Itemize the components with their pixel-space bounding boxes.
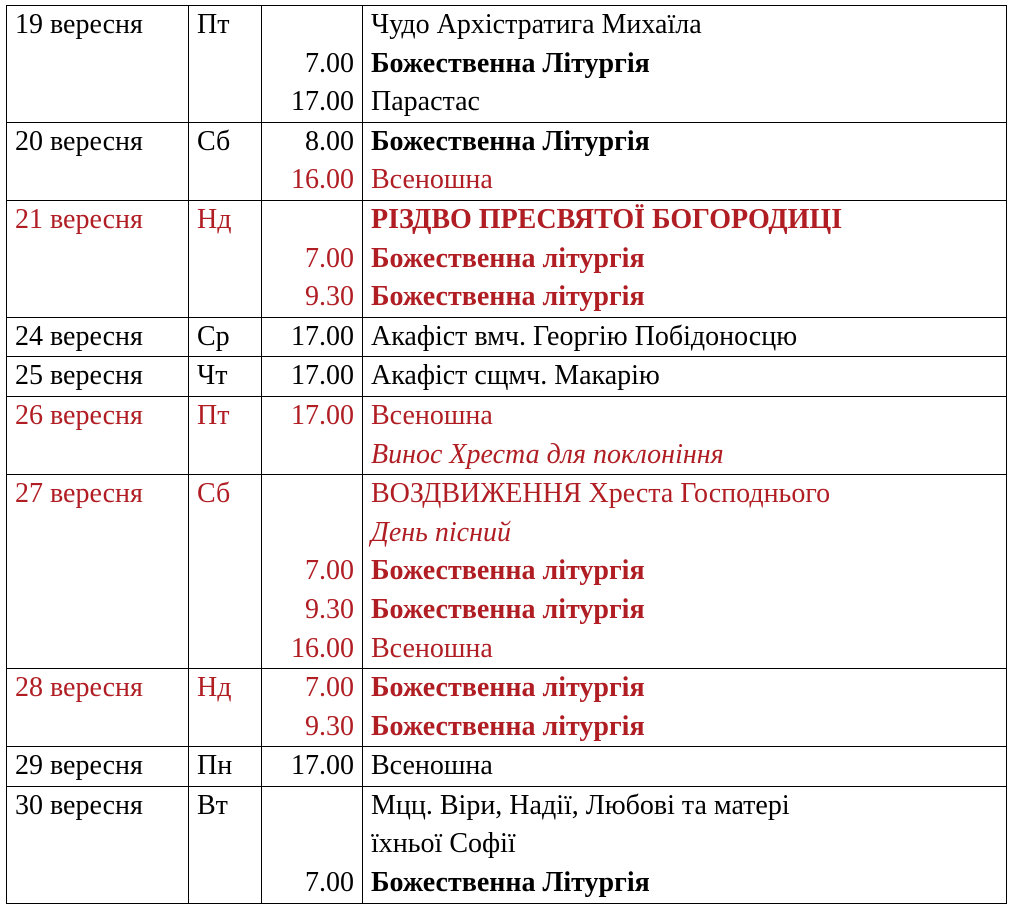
date-cell (7, 6, 189, 123)
weekday-cell (189, 6, 262, 123)
service-time (270, 201, 354, 240)
service-time: 17.00 (291, 399, 354, 431)
date-cell (7, 475, 189, 669)
weekday-label: Пт (197, 399, 230, 431)
service-cell (363, 475, 1007, 669)
service-cell (363, 200, 1007, 317)
date-cell (7, 357, 189, 397)
weekday-cell (189, 122, 262, 200)
weekday-label: Вт (197, 789, 228, 821)
time-cell (262, 669, 363, 747)
date-cell (7, 396, 189, 474)
date-cell (7, 786, 189, 903)
service-name: Божественна Літургія (371, 125, 650, 157)
time-cell (262, 475, 363, 669)
date-label: 19 вересня (15, 9, 143, 40)
date-cell (7, 200, 189, 317)
weekday-cell (189, 317, 262, 357)
service-name: Акафіст сщмч. Макарію (371, 360, 660, 392)
service-time (270, 6, 354, 45)
weekday-cell (189, 669, 262, 747)
service-time: 7.00 (305, 672, 354, 704)
date-label: 24 вересня (15, 320, 143, 352)
service-name: Божественна літургія (371, 242, 645, 274)
service-cell (363, 357, 1007, 397)
schedule-body (7, 6, 1007, 904)
service-name: Божественна Літургія (371, 47, 650, 79)
service-name: Божественна літургія (371, 672, 645, 704)
weekday-cell (189, 747, 262, 787)
date-label: 28 вересня (15, 672, 143, 704)
schedule-row (7, 396, 1007, 474)
date-label: 25 вересня (15, 360, 143, 392)
service-time: 9.30 (305, 281, 354, 313)
weekday-label: Нд (197, 203, 232, 235)
service-cell (363, 669, 1007, 747)
time-cell (262, 357, 363, 397)
service-time: 16.00 (291, 632, 354, 664)
service-name: РІЗДВО ПРЕСВЯТОЇ БОГОРОДИЦІ (371, 203, 843, 235)
time-cell (262, 122, 363, 200)
time-cell (262, 6, 363, 123)
schedule-row (7, 317, 1007, 357)
time-cell (262, 200, 363, 317)
service-name: Чудо Архістратига Михаїла (371, 9, 702, 40)
date-cell (7, 747, 189, 787)
time-cell (262, 747, 363, 787)
date-cell (7, 122, 189, 200)
schedule-row (7, 786, 1007, 903)
service-cell (363, 786, 1007, 903)
service-time: 9.30 (305, 593, 354, 625)
weekday-cell (189, 200, 262, 317)
weekday-label: Пт (197, 9, 230, 40)
service-cell (363, 6, 1007, 123)
service-time: 17.00 (291, 320, 354, 352)
service-name: Всеношна (371, 750, 493, 782)
weekday-cell (189, 357, 262, 397)
service-name: Божественна Літургія (371, 867, 650, 899)
date-label: 30 вересня (15, 789, 143, 821)
date-cell (7, 317, 189, 357)
date-label: 27 вересня (15, 478, 143, 510)
service-cell (363, 122, 1007, 200)
weekday-cell (189, 786, 262, 903)
schedule-row (7, 122, 1007, 200)
weekday-cell (189, 475, 262, 669)
service-name: їхньої Софії (371, 828, 516, 860)
service-cell (363, 317, 1007, 357)
service-name: Божественна літургія (371, 593, 645, 625)
schedule-table (6, 5, 1007, 904)
service-name: Божественна літургія (371, 555, 645, 587)
schedule-row (7, 357, 1007, 397)
service-name: Мцц. Віри, Надії, Любові та матері (371, 789, 790, 821)
service-name: ВОЗДВИЖЕННЯ Хреста Господнього (371, 478, 831, 510)
service-name: День пісний (371, 516, 511, 548)
service-name: Божественна літургія (371, 281, 645, 313)
service-time: 7.00 (305, 867, 354, 899)
service-name: Парастас (371, 86, 480, 118)
date-cell (7, 669, 189, 747)
service-name: Винос Хреста для поклоніння (371, 438, 724, 470)
service-time: 7.00 (305, 555, 354, 587)
schedule-row (7, 669, 1007, 747)
service-time (270, 514, 354, 553)
service-time: 17.00 (291, 86, 354, 118)
service-time: 17.00 (291, 750, 354, 782)
weekday-label: Пн (197, 750, 233, 782)
weekday-cell (189, 396, 262, 474)
weekday-label: Нд (197, 672, 232, 704)
schedule-row (7, 475, 1007, 669)
service-time (270, 436, 354, 475)
weekday-label: Чт (197, 360, 228, 392)
service-time: 8.00 (305, 125, 354, 157)
date-label: 21 вересня (15, 203, 143, 235)
time-cell (262, 396, 363, 474)
weekday-label: Сб (197, 478, 231, 510)
service-time: 7.00 (305, 242, 354, 274)
service-name: Всеношна (371, 632, 493, 664)
service-time: 16.00 (291, 164, 354, 196)
date-label: 20 вересня (15, 125, 143, 157)
time-cell (262, 317, 363, 357)
service-time (270, 475, 354, 514)
weekday-label: Ср (197, 320, 230, 352)
service-name: Божественна літургія (371, 710, 645, 742)
service-time (270, 825, 354, 864)
service-name: Всеношна (371, 164, 493, 196)
schedule-row (7, 6, 1007, 123)
weekday-label: Сб (197, 125, 231, 157)
service-name: Всеношна (371, 399, 493, 431)
service-cell (363, 396, 1007, 474)
date-label: 29 вересня (15, 750, 143, 782)
schedule-row (7, 200, 1007, 317)
schedule-row (7, 747, 1007, 787)
time-cell (262, 786, 363, 903)
service-time (270, 787, 354, 826)
service-time: 17.00 (291, 360, 354, 392)
date-label: 26 вересня (15, 399, 143, 431)
service-cell (363, 747, 1007, 787)
service-time: 9.30 (305, 710, 354, 742)
service-name: Акафіст вмч. Георгію Побідоносцю (371, 320, 798, 352)
service-time: 7.00 (305, 47, 354, 79)
